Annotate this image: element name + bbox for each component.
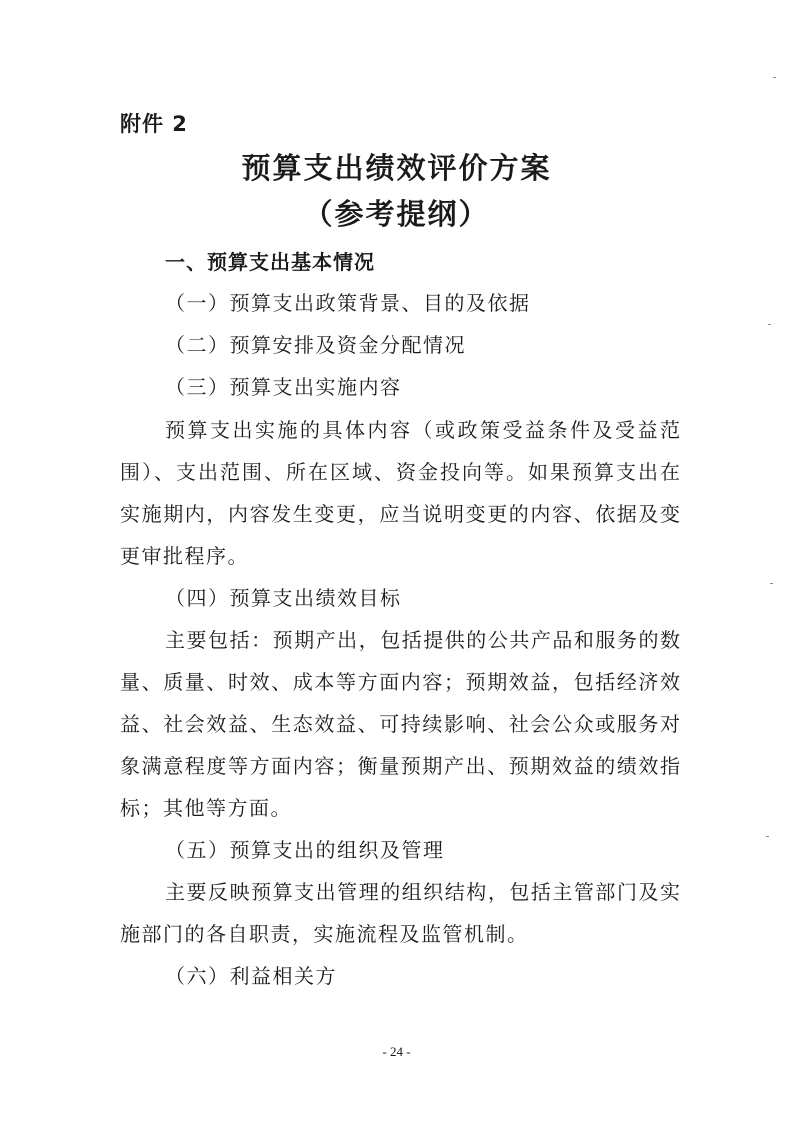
paragraph-4-line: 标；其他等方面。 bbox=[120, 796, 292, 820]
page-number: - 24 - bbox=[382, 1044, 411, 1059]
annex-label: 附件 2 bbox=[120, 112, 188, 136]
paragraph-3-line: 围）、支出范围、所在区域、资金投向等。如果预算支出在 bbox=[120, 460, 680, 484]
section-1-heading: 一、预算支出基本情况 bbox=[165, 250, 375, 274]
paragraph-4-line: 象满意程度等方面内容；衡量预期产出、预期效益的绩效指 bbox=[120, 754, 680, 778]
subsection-1-heading: （一）预算支出政策背景、目的及依据 bbox=[165, 291, 531, 315]
subsection-3-heading: （三）预算支出实施内容 bbox=[165, 375, 402, 399]
document-title: 预算支出绩效评价方案 bbox=[241, 151, 552, 185]
paragraph-4-line: 量、质量、时效、成本等方面内容；预期效益，包括经济效 bbox=[120, 670, 680, 694]
paragraph-5-line: 主要反映预算支出管理的组织结构，包括主管部门及实 bbox=[165, 880, 680, 904]
subsection-5-heading: （五）预算支出的组织及管理 bbox=[165, 838, 445, 862]
document-subtitle: （参考提纲） bbox=[303, 197, 490, 231]
paragraph-4-line: 益、社会效益、生态效益、可持续影响、社会公众或服务对 bbox=[120, 712, 680, 736]
paragraph-5-line: 施部门的各自职责，实施流程及监管机制。 bbox=[120, 922, 529, 946]
subsection-6-heading: （六）利益相关方 bbox=[165, 964, 337, 988]
paragraph-4-line: 主要包括：预期产出，包括提供的公共产品和服务的数 bbox=[165, 628, 680, 652]
paragraph-3-line: 更审批程序。 bbox=[120, 544, 249, 568]
subsection-4-heading: （四）预算支出绩效目标 bbox=[165, 586, 402, 610]
subsection-2-heading: （二）预算安排及资金分配情况 bbox=[165, 333, 466, 357]
scan-speck bbox=[773, 77, 776, 78]
paragraph-3-line: 实施期内，内容发生变更，应当说明变更的内容、依据及变 bbox=[120, 502, 680, 526]
scan-speck bbox=[770, 583, 773, 584]
scan-speck bbox=[766, 836, 769, 837]
paragraph-3-line: 预算支出实施的具体内容（或政策受益条件及受益范 bbox=[165, 418, 680, 442]
scan-speck bbox=[768, 324, 771, 325]
